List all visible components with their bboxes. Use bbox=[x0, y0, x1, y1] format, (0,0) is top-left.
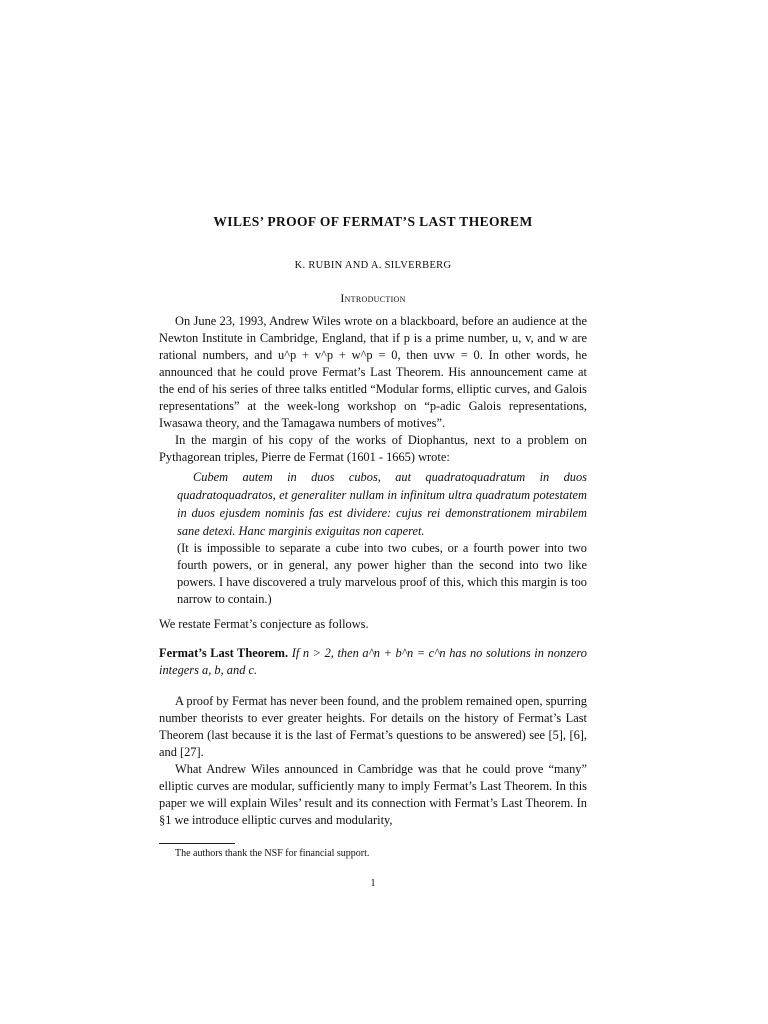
theorem-label: Fermat’s Last Theorem. bbox=[159, 646, 289, 660]
footnote: The authors thank the NSF for financial support. bbox=[175, 848, 370, 859]
intro-paragraph: On June 23, 1993, Andrew Wiles wrote on a blackboard, before an audience at the Newton Institute in Cambridge, England, that if p is a prime number, u, v, and w are rational numbers, and u^p + v^p + w^p = 0, then uvw = 0. In other words, he announced that he could prove Fermat’s Last Theorem. His announcement came at the end of his series of three talks entitled “Modular forms, elliptic curves, and Galois representations” at the week-long workshop on “p-adic Galois representations, Iwasawa theory, and the Tamagawa numbers of motives”. bbox=[159, 314, 587, 430]
quote-translation bbox=[177, 540, 587, 608]
quote-translation-text: (It is impossible to separate a cube into two cubes, or a fourth power into two fourth powers, or in general, any power higher than the second into two like powers. I have discovered a truly marvelous proof of this, which this margin is too narrow to contain.) bbox=[177, 541, 587, 606]
section-heading: Introduction bbox=[340, 291, 406, 305]
theorem-statement: If n > 2, then a^n + b^n = c^n has no solutions in nonzero integers a, b, and c. bbox=[159, 646, 587, 677]
wiles-paragraph: What Andrew Wiles announced in Cambridge was that he could prove “many” elliptic curves are modular, sufficiently many to imply Fermat’s Last Theorem. In this paper we will explain Wiles’ result and its connection with Fermat’s Last Theorem. In §1 we introduce elliptic curves and modularity, bbox=[159, 762, 587, 827]
paper-title: WILES’ PROOF OF FERMAT’S LAST THEOREM bbox=[213, 214, 533, 229]
history-paragraph: A proof by Fermat has never been found, and the problem remained open, spurring number theorists to ever greater heights. For details on the history of Fermat’s Last Theorem (last because it is the last of Fermat’s questions to be answered) see [5], [6], and [27]. bbox=[159, 694, 587, 759]
body-text bbox=[159, 313, 587, 829]
footnote-rule bbox=[159, 843, 235, 844]
latin-quote: Cubem autem in duos cubos, aut quadratoquadratum in duos quadratoquadratos, et generaliter nullam in infinitum ultra quadratum potestatem in duos ejusdem nominis fas est dividere: cujus rei demonstrationem mirabilem sane detexi. Hanc marginis exiguitas non caperet. bbox=[177, 470, 587, 538]
margin-paragraph: In the margin of his copy of the works of Diophantus, next to a problem on Pythagorean triples, Pierre de Fermat (1601 - 1665) wrote: bbox=[159, 433, 587, 464]
theorem bbox=[159, 645, 587, 679]
restate-paragraph: We restate Fermat’s conjecture as follows. bbox=[159, 617, 369, 631]
authors-line: K. RUBIN AND A. SILVERBERG bbox=[294, 260, 452, 271]
page-number: 1 bbox=[370, 878, 376, 889]
